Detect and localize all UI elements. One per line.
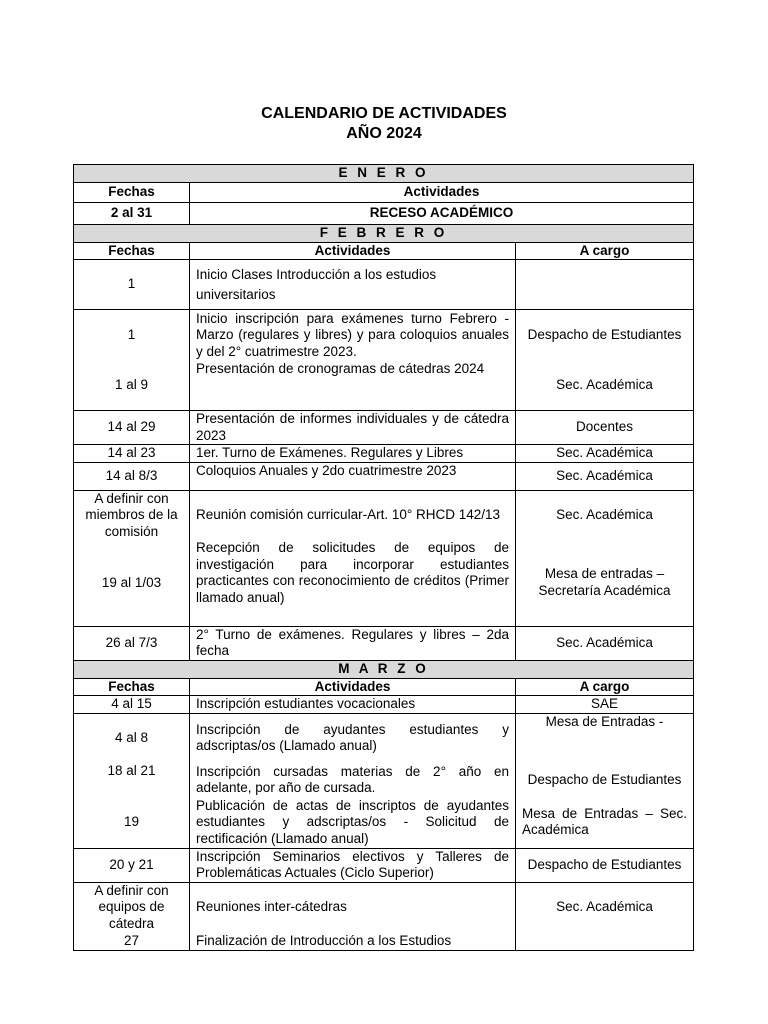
table-row-fecha: 19 bbox=[74, 797, 190, 848]
table-row-fecha: 19 al 1/03 bbox=[74, 540, 190, 626]
table-row-fecha: 4 al 15 bbox=[74, 696, 190, 714]
document-title: CALENDARIO DE ACTIVIDADES bbox=[261, 105, 507, 122]
table-row-actividad: Inicio Clases Introducción a los estudios universitarios bbox=[190, 260, 516, 310]
table-row-acargo: Despacho de Estudiantes bbox=[516, 848, 694, 882]
marzo-col-fechas: Fechas bbox=[74, 678, 190, 696]
table-row-acargo: SAE bbox=[516, 696, 694, 714]
month-header-enero: E N E R O bbox=[74, 165, 694, 183]
table-row-fecha: A definir con equipos de cátedra bbox=[74, 882, 190, 932]
table-row-acargo bbox=[516, 260, 694, 310]
table-row-acargo: Sec. Académica bbox=[516, 445, 694, 463]
table-row-actividad: Reunión comisión curricular-Art. 10° RHCD 142/13 bbox=[190, 490, 516, 540]
table-row-fecha: 14 al 29 bbox=[74, 411, 190, 445]
enero-row-actividad: RECESO ACADÉMICO bbox=[190, 202, 694, 224]
table-row-actividad: Inscripción estudiantes vocacionales bbox=[190, 696, 516, 714]
table-row-acargo: Sec. Académica bbox=[516, 462, 694, 490]
table-row-fecha: A definir con miembros de la comisión bbox=[74, 490, 190, 540]
table-row-actividad: Coloquios Anuales y 2do cuatrimestre 2023 bbox=[190, 462, 516, 490]
table-row-fecha: 27 bbox=[74, 932, 190, 950]
month-header-febrero: F E B R E R O bbox=[74, 224, 694, 242]
table-row-fecha: 26 al 7/3 bbox=[74, 626, 190, 660]
table-row-acargo: Despacho de Estudiantes bbox=[516, 310, 694, 361]
table-row-fecha: 1 al 9 bbox=[74, 361, 190, 411]
marzo-col-acargo: A cargo bbox=[516, 678, 694, 696]
febrero-col-actividades: Actividades bbox=[190, 242, 516, 260]
marzo-col-actividades: Actividades bbox=[190, 678, 516, 696]
table-row-actividad: Inscripción de ayudantes estudiantes y adscriptas/os (Llamado anual) bbox=[190, 713, 516, 763]
febrero-col-acargo: A cargo bbox=[516, 242, 694, 260]
table-row-fecha: 18 al 21 bbox=[74, 763, 190, 797]
table-row-actividad: 2° Turno de exámenes. Regulares y libres – 2da fecha bbox=[190, 626, 516, 660]
table-row-acargo: Docentes bbox=[516, 411, 694, 445]
month-header-marzo: M A R Z O bbox=[74, 660, 694, 678]
table-row-fecha: 14 al 23 bbox=[74, 445, 190, 463]
table-row-acargo: Sec. Académica bbox=[516, 361, 694, 411]
table-row-actividad: Presentación de cronogramas de cátedras 2024 bbox=[190, 361, 516, 411]
table-row-fecha: 1 bbox=[74, 260, 190, 310]
activities-table bbox=[73, 164, 694, 951]
table-row-acargo: Sec. Académica bbox=[516, 490, 694, 540]
table-row-acargo: Mesa de Entradas - bbox=[516, 713, 694, 763]
table-row-fecha: 20 y 21 bbox=[74, 848, 190, 882]
table-row-actividad: Publicación de actas de inscriptos de ayudantes estudiantes y adscriptas/os - Solicitud de rectificación (Llamado anual) bbox=[190, 797, 516, 848]
table-row-acargo bbox=[516, 932, 694, 950]
table-row-actividad: Inscripción cursadas materias de 2° año en adelante, por año de cursada. bbox=[190, 763, 516, 797]
table-row-fecha: 14 al 8/3 bbox=[74, 462, 190, 490]
table-row-actividad: Finalización de Introducción a los Estudios bbox=[190, 932, 516, 950]
enero-col-actividades: Actividades bbox=[190, 182, 694, 202]
document-year: AÑO 2024 bbox=[346, 125, 422, 142]
table-row-actividad: 1er. Turno de Exámenes. Regulares y Libres bbox=[190, 445, 516, 463]
enero-col-fechas: Fechas bbox=[74, 182, 190, 202]
table-row-acargo: Sec. Académica bbox=[516, 626, 694, 660]
table-row-acargo: Mesa de Entradas – Sec. Académica bbox=[516, 797, 694, 848]
table-row-acargo: Sec. Académica bbox=[516, 882, 694, 932]
table-row-acargo: Mesa de entradas – Secretaría Académica bbox=[516, 540, 694, 626]
table-row-fecha: 1 bbox=[74, 310, 190, 361]
enero-row-fecha: 2 al 31 bbox=[74, 202, 190, 224]
febrero-col-fechas: Fechas bbox=[74, 242, 190, 260]
table-row-actividad: Inicio inscripción para exámenes turno Febrero - Marzo (regulares y libres) y para coloquios anuales y del 2° cuatrimestre 2023. bbox=[190, 310, 516, 361]
table-row-actividad: Inscripción Seminarios electivos y Talleres de Problemáticas Actuales (Ciclo Superior) bbox=[190, 848, 516, 882]
table-row-actividad: Reuniones inter-cátedras bbox=[190, 882, 516, 932]
table-row-actividad: Recepción de solicitudes de equipos de investigación para incorporar estudiantes practicantes con reconocimiento de créditos (Primer llamado anual) bbox=[190, 540, 516, 626]
table-row-actividad: Presentación de informes individuales y de cátedra 2023 bbox=[190, 411, 516, 445]
table-row-acargo: Despacho de Estudiantes bbox=[516, 763, 694, 797]
table-row-fecha: 4 al 8 bbox=[74, 713, 190, 763]
